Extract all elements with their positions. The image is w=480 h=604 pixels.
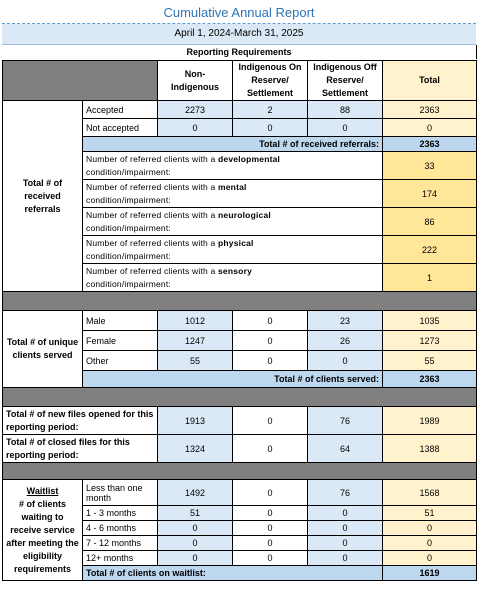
condition-value: 174	[383, 180, 477, 208]
cell-value: 0	[233, 311, 308, 331]
cell-value: 0	[308, 506, 383, 521]
report-title: Cumulative Annual Report	[2, 3, 476, 24]
cell-value: 76	[308, 407, 383, 435]
condition-prefix: Number of referred clients with a	[86, 181, 218, 192]
condition-kind: developmental	[218, 153, 281, 164]
condition-kind: mental	[218, 181, 247, 192]
cell-total: 0	[383, 551, 477, 566]
cell-value: 0	[233, 331, 308, 351]
separator-row	[3, 463, 477, 480]
cell-total: 1989	[383, 407, 477, 435]
cell-value: 0	[308, 351, 383, 371]
sum-value: 2363	[383, 371, 477, 388]
header-gray-cell	[3, 61, 158, 101]
table-row	[3, 311, 477, 331]
condition-label	[83, 264, 383, 292]
cell-value: 1247	[158, 331, 233, 351]
cell-value: 0	[233, 480, 308, 506]
referrals-label: Total # of received referrals	[3, 101, 83, 292]
right-edge-mark	[476, 45, 477, 59]
cell-total: 55	[383, 351, 477, 371]
closed-files-label: Total # of closed files for this reporting period:	[3, 435, 158, 463]
cell-value: 0	[233, 435, 308, 463]
waitlist-title: Waitlist	[26, 485, 59, 496]
cell-value: 23	[308, 311, 383, 331]
condition-suffix: condition/impairment:	[86, 166, 171, 177]
condition-value: 86	[383, 208, 477, 236]
new-files-row	[3, 407, 477, 435]
condition-suffix: condition/impairment:	[86, 194, 171, 205]
section-title: Reporting Requirements	[186, 47, 292, 57]
cell-value: 0	[158, 536, 233, 551]
cell-value: 88	[308, 101, 383, 119]
cell-value: 0	[158, 521, 233, 536]
unique-label: Total # of unique clients served	[3, 311, 83, 388]
col-total: Total	[383, 61, 477, 101]
condition-value: 222	[383, 236, 477, 264]
condition-suffix: condition/impairment:	[86, 250, 171, 261]
condition-value: 1	[383, 264, 477, 292]
cell-value: 0	[233, 521, 308, 536]
cell-value: 0	[233, 551, 308, 566]
sum-label: Total # of received referrals:	[83, 137, 383, 152]
closed-files-row	[3, 435, 477, 463]
cell-total: 1568	[383, 480, 477, 506]
condition-kind: sensory	[218, 265, 253, 276]
cell-total: 1388	[383, 435, 477, 463]
sum-label: Total # of clients on waitlist:	[83, 566, 383, 581]
sum-label: Total # of clients served:	[83, 371, 383, 388]
row-label: 4 - 6 months	[83, 521, 158, 536]
sum-value: 2363	[383, 137, 477, 152]
condition-kind: physical	[218, 237, 254, 248]
cell-value: 0	[158, 551, 233, 566]
cell-value: 0	[233, 119, 308, 137]
cell-value: 0	[308, 551, 383, 566]
condition-label	[83, 152, 383, 180]
cell-value: 26	[308, 331, 383, 351]
new-files-label: Total # of new files opened for this reporting period:	[3, 407, 158, 435]
waitlist-desc: # of clients waiting to receive service after meeting the eligibility requirements	[6, 498, 79, 574]
row-label: Accepted	[83, 101, 158, 119]
separator	[3, 292, 477, 311]
header-row	[3, 61, 477, 101]
cell-value: 2	[233, 101, 308, 119]
condition-kind: neurological	[218, 209, 271, 220]
row-label: Female	[83, 331, 158, 351]
cell-value: 0	[308, 521, 383, 536]
cell-value: 55	[158, 351, 233, 371]
cell-total: 51	[383, 506, 477, 521]
cell-value: 1012	[158, 311, 233, 331]
cell-value: 0	[158, 119, 233, 137]
cell-value: 0	[233, 351, 308, 371]
col-off-reserve: Indigenous Off Reserve/ Settlement	[308, 61, 383, 101]
cell-value: 64	[308, 435, 383, 463]
report-table	[2, 60, 477, 581]
row-label: 12+ months	[83, 551, 158, 566]
cell-total: 0	[383, 521, 477, 536]
row-label: 7 - 12 months	[83, 536, 158, 551]
cell-total: 2363	[383, 101, 477, 119]
condition-suffix: condition/impairment:	[86, 222, 171, 233]
table-row	[3, 480, 477, 506]
condition-prefix: Number of referred clients with a	[86, 209, 218, 220]
report-period: April 1, 2024-March 31, 2025	[2, 24, 476, 45]
separator	[3, 463, 477, 480]
cell-total: 1273	[383, 331, 477, 351]
waitlist-label	[3, 480, 83, 581]
cell-value: 0	[308, 536, 383, 551]
separator	[3, 388, 477, 407]
cell-value: 1492	[158, 480, 233, 506]
condition-prefix: Number of referred clients with a	[86, 237, 218, 248]
cell-total: 0	[383, 536, 477, 551]
report-sheet	[2, 3, 476, 581]
cell-value: 76	[308, 480, 383, 506]
table-row	[3, 101, 477, 119]
cell-value: 0	[308, 119, 383, 137]
row-label: 1 - 3 months	[83, 506, 158, 521]
condition-value: 33	[383, 152, 477, 180]
cell-value: 1324	[158, 435, 233, 463]
cell-value: 1913	[158, 407, 233, 435]
condition-prefix: Number of referred clients with a	[86, 265, 218, 276]
row-label: Not accepted	[83, 119, 158, 137]
condition-label	[83, 180, 383, 208]
row-label: Male	[83, 311, 158, 331]
cell-value: 0	[233, 506, 308, 521]
sum-value: 1619	[383, 566, 477, 581]
cell-value: 2273	[158, 101, 233, 119]
cell-value: 0	[233, 407, 308, 435]
separator-row	[3, 292, 477, 311]
col-on-reserve: Indigenous On Reserve/ Settlement	[233, 61, 308, 101]
condition-label	[83, 208, 383, 236]
condition-label	[83, 236, 383, 264]
cell-value: 0	[233, 536, 308, 551]
cell-value: 51	[158, 506, 233, 521]
row-label: Other	[83, 351, 158, 371]
separator-row	[3, 388, 477, 407]
row-label: Less than one month	[83, 480, 158, 506]
cell-total: 1035	[383, 311, 477, 331]
condition-suffix: condition/impairment:	[86, 278, 171, 289]
cell-total: 0	[383, 119, 477, 137]
condition-prefix: Number of referred clients with a	[86, 153, 218, 164]
col-non-indigenous: Non-Indigenous	[158, 61, 233, 101]
